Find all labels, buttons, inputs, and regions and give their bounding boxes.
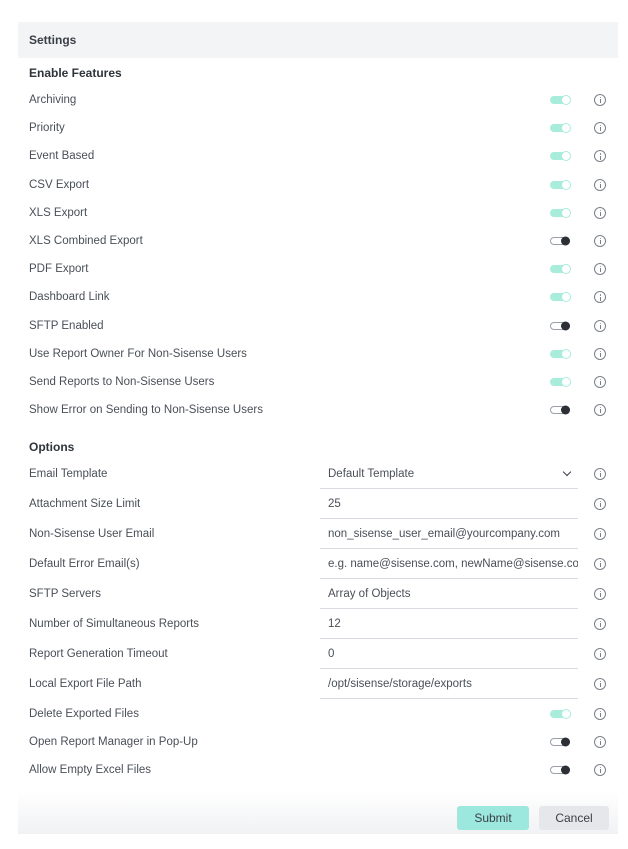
chevron-down-icon[interactable] <box>563 468 571 476</box>
option-label: Local Export File Path <box>29 678 142 690</box>
non-sisense-email-input[interactable] <box>320 520 578 549</box>
export-path-input[interactable] <box>320 670 578 699</box>
feature-toggle[interactable] <box>550 209 570 217</box>
feature-toggle[interactable] <box>550 181 570 189</box>
info-icon[interactable] <box>594 736 606 748</box>
info-icon[interactable] <box>594 263 606 275</box>
feature-label: SFTP Enabled <box>29 319 104 332</box>
toggle-knob <box>561 349 571 359</box>
option-row-attachment-size <box>18 490 618 518</box>
info-icon[interactable] <box>594 291 606 303</box>
email-template-value: Default Template <box>328 468 415 480</box>
option-label: Delete Exported Files <box>29 708 139 720</box>
generation-timeout-input[interactable] <box>320 640 578 669</box>
info-icon[interactable] <box>594 235 606 247</box>
info-icon[interactable] <box>594 320 606 332</box>
feature-row <box>18 396 618 424</box>
feature-row <box>18 340 618 368</box>
option-label: Number of Simultaneous Reports <box>29 618 200 630</box>
option-row-sftp-servers <box>18 580 618 608</box>
feature-label: Event Based <box>29 150 95 163</box>
feature-toggle[interactable] <box>550 293 570 301</box>
info-icon[interactable] <box>594 207 606 219</box>
feature-label: Send Reports to Non-Sisense Users <box>29 376 215 388</box>
cancel-button[interactable]: Cancel <box>539 806 609 830</box>
toggle-knob <box>561 766 570 775</box>
toggle-knob <box>561 264 571 274</box>
simultaneous-reports-input[interactable] <box>320 610 578 639</box>
option-label: SFTP Servers <box>29 588 101 600</box>
dialog-footer <box>18 790 618 834</box>
toggle-knob <box>561 406 570 415</box>
option-row-export-path <box>18 670 618 698</box>
page-title: Settings <box>29 33 77 47</box>
feature-row <box>18 171 618 199</box>
submit-button[interactable]: Submit <box>457 806 529 830</box>
feature-row <box>18 283 618 311</box>
feature-row <box>18 255 618 283</box>
enable-features-title: Enable Features <box>29 66 122 80</box>
toggle-knob <box>561 292 571 302</box>
info-icon[interactable] <box>594 618 606 630</box>
option-label: Report Generation Timeout <box>29 648 168 660</box>
option-row-generation-timeout <box>18 640 618 668</box>
delete-exported-toggle[interactable] <box>550 710 570 718</box>
option-row-email-template <box>18 460 618 488</box>
info-icon[interactable] <box>594 678 606 690</box>
toggle-knob <box>561 95 571 105</box>
feature-row <box>18 142 618 170</box>
feature-toggle[interactable] <box>550 237 570 245</box>
toggle-knob <box>561 123 571 133</box>
toggle-knob <box>561 180 571 190</box>
feature-label: XLS Combined Export <box>29 235 143 247</box>
feature-toggle[interactable] <box>550 406 570 414</box>
toggle-knob <box>561 237 570 246</box>
feature-toggle[interactable] <box>550 96 570 104</box>
feature-row <box>18 199 618 227</box>
feature-label: Dashboard Link <box>29 291 110 304</box>
option-label: Allow Empty Excel Files <box>29 764 152 776</box>
feature-label: PDF Export <box>29 263 89 276</box>
settings-panel <box>18 22 618 834</box>
info-icon[interactable] <box>594 150 606 162</box>
feature-row <box>18 114 618 142</box>
info-icon[interactable] <box>594 94 606 106</box>
feature-row <box>18 227 618 255</box>
toggle-knob <box>561 377 571 387</box>
feature-toggle[interactable] <box>550 265 570 273</box>
info-icon[interactable] <box>594 558 606 570</box>
option-label: Non-Sisense User Email <box>29 528 155 540</box>
settings-header <box>18 22 618 58</box>
info-icon[interactable] <box>594 528 606 540</box>
option-row-allow-empty-excel <box>18 756 618 784</box>
toggle-knob <box>561 738 570 747</box>
option-row-non-sisense-email <box>18 520 618 548</box>
toggle-knob <box>561 321 570 330</box>
feature-toggle[interactable] <box>550 124 570 132</box>
feature-label: Archiving <box>29 94 77 106</box>
open-popup-toggle[interactable] <box>550 738 570 746</box>
toggle-knob <box>561 208 571 218</box>
info-icon[interactable] <box>594 404 606 416</box>
info-icon[interactable] <box>594 348 606 360</box>
feature-label: Show Error on Sending to Non-Sisense Users <box>29 404 263 417</box>
attachment-size-input[interactable] <box>320 490 578 519</box>
info-icon[interactable] <box>594 376 606 388</box>
info-icon[interactable] <box>594 708 606 720</box>
feature-toggle[interactable] <box>550 152 570 160</box>
feature-toggle[interactable] <box>550 378 570 386</box>
info-icon[interactable] <box>594 468 606 480</box>
option-label: Default Error Email(s) <box>29 558 140 570</box>
option-row-default-error-emails <box>18 550 618 578</box>
feature-label: XLS Export <box>29 206 88 219</box>
options-title: Options <box>29 440 75 454</box>
option-row-delete-exported <box>18 700 618 728</box>
info-icon[interactable] <box>594 179 606 191</box>
feature-row <box>18 368 618 396</box>
info-icon[interactable] <box>594 588 606 600</box>
info-icon[interactable] <box>594 648 606 660</box>
option-row-open-popup <box>18 728 618 756</box>
sftp-servers-input[interactable] <box>320 580 578 609</box>
feature-toggle[interactable] <box>550 350 570 358</box>
option-label: Open Report Manager in Pop-Up <box>29 736 198 748</box>
feature-label: Use Report Owner For Non-Sisense Users <box>29 347 247 360</box>
feature-toggle[interactable] <box>550 322 570 330</box>
allow-empty-excel-toggle[interactable] <box>550 766 570 774</box>
feature-label: Priority <box>29 122 65 135</box>
option-label: Attachment Size Limit <box>29 498 141 510</box>
toggle-knob <box>561 151 571 161</box>
toggle-knob <box>561 709 571 719</box>
feature-row <box>18 86 618 114</box>
feature-label: CSV Export <box>29 178 90 191</box>
info-icon[interactable] <box>594 122 606 134</box>
option-label: Email Template <box>29 468 108 480</box>
info-icon[interactable] <box>594 764 606 776</box>
option-row-simultaneous-reports <box>18 610 618 638</box>
feature-row <box>18 312 618 340</box>
email-template-select[interactable] <box>320 460 578 489</box>
info-icon[interactable] <box>594 498 606 510</box>
default-error-emails-input[interactable] <box>320 550 578 579</box>
